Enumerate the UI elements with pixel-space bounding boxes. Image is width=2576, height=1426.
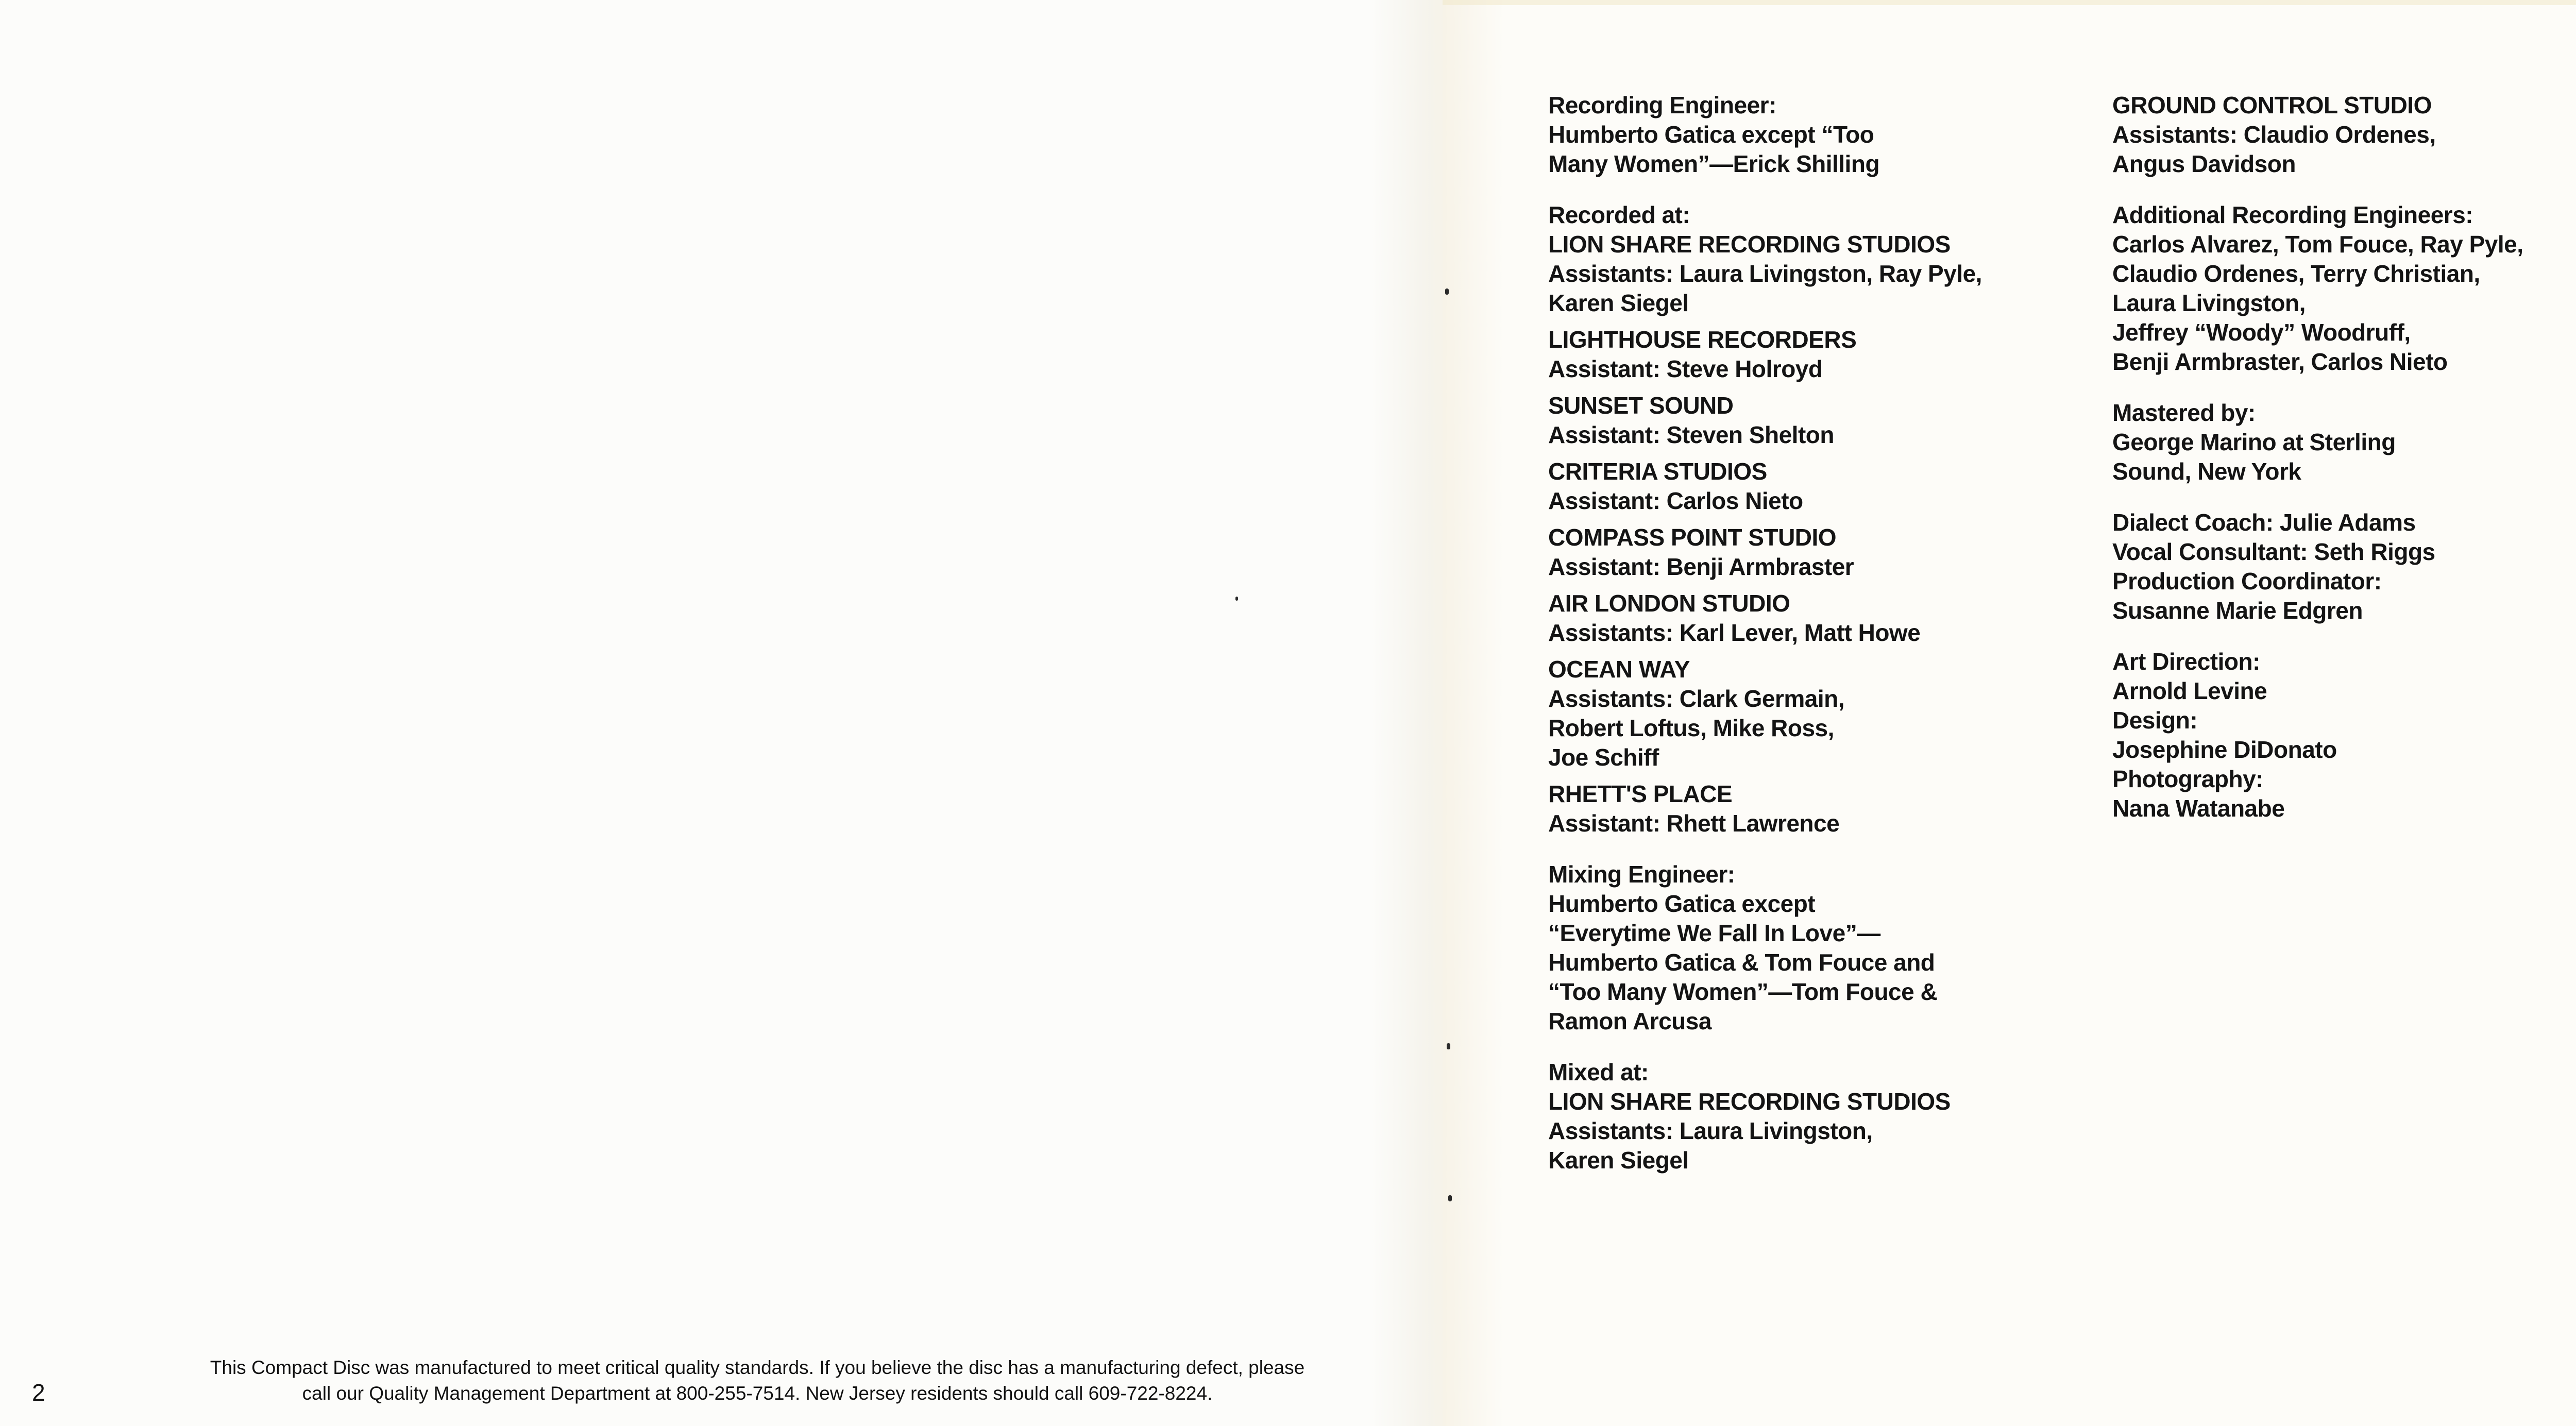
credit-line: Susanne Marie Edgren [2112,597,2363,624]
credit-block [1548,200,2043,318]
credit-line: RHETT'S PLACE [1548,780,1733,807]
credit-line: “Everytime We Fall In Love”— [1548,920,1880,946]
print-speck [1445,288,1449,295]
credit-block [1548,860,2043,1036]
credit-line: Production Coordinator: [2112,568,2382,595]
credit-block [1548,589,2043,648]
credits-column-1 [1548,91,2043,1182]
credit-line: Robert Loftus, Mike Ross, [1548,715,1834,741]
credit-line: Angus Davidson [2112,150,2296,177]
quality-notice-line: This Compact Disc was manufactured to meet critical quality standards. If you believe the disc has a manufacturing defect, please [210,1357,1305,1378]
credit-block [1548,391,2043,450]
credit-line: Many Women”—Erick Shilling [1548,150,1880,177]
credit-line: Assistants: Clark Germain, [1548,685,1845,712]
credit-line: Josephine DiDonato [2112,736,2337,763]
credit-line: LION SHARE RECORDING STUDIOS [1548,1088,1951,1115]
credit-line: Photography: [2112,766,2263,792]
credit-line: Assistant: Steven Shelton [1548,421,1834,448]
credit-block [1548,457,2043,516]
credit-line: Humberto Gatica except “Too [1548,121,1874,148]
credit-line: George Marino at Sterling [2112,429,2396,455]
credit-line: Humberto Gatica & Tom Fouce and [1548,949,1935,976]
credit-block [2112,508,2576,625]
credit-line: Jeffrey “Woody” Woodruff, [2112,319,2411,346]
credit-line: Benji Armbraster, Carlos Nieto [2112,348,2448,375]
credit-line: Assistant: Rhett Lawrence [1548,810,1840,837]
credit-line: Assistant: Benji Armbraster [1548,553,1854,580]
credit-line: OCEAN WAY [1548,656,1690,683]
credit-line: Recording Engineer: [1548,92,1776,118]
page-number-left: 2 [32,1379,45,1406]
credit-line: Vocal Consultant: Seth Riggs [2112,538,2435,565]
credit-line: Assistants: Laura Livingston, Ray Pyle, [1548,260,1982,287]
credits-column-2 [2112,91,2576,830]
credit-line: Humberto Gatica except [1548,890,1816,917]
credit-line: GROUND CONTROL STUDIO [2112,92,2432,118]
quality-notice-line: call our Quality Management Department at 800-255-7514. New Jersey residents should call 609-722-8224. [302,1383,1213,1404]
credit-block [1548,779,2043,838]
credit-block [1548,325,2043,384]
credit-line: SUNSET SOUND [1548,392,1734,419]
credit-line: Dialect Coach: Julie Adams [2112,509,2416,536]
booklet-spine [1370,0,1504,1426]
credit-line: Design: [2112,707,2198,734]
credit-line: Mixing Engineer: [1548,861,1735,888]
credit-line: Carlos Alvarez, Tom Fouce, Ray Pyle, [2112,231,2523,258]
credit-line: COMPASS POINT STUDIO [1548,524,1837,551]
credit-line: Mixed at: [1548,1059,1649,1085]
credit-line: Arnold Levine [2112,677,2267,704]
credit-block [2112,647,2576,823]
credit-line: LIGHTHOUSE RECORDERS [1548,326,1857,353]
print-speck [1447,1043,1450,1049]
credit-line: Laura Livingston, [2112,290,2306,316]
credit-line: Recorded at: [1548,201,1690,228]
credit-line: Art Direction: [2112,648,2260,675]
print-speck [1448,1195,1452,1201]
credit-block [1548,655,2043,772]
credit-line: Claudio Ordenes, Terry Christian, [2112,260,2480,287]
quality-notice [118,1355,1396,1406]
print-speck [1235,597,1238,601]
credit-block [2112,91,2576,179]
credit-line: Assistants: Laura Livingston, [1548,1117,1873,1144]
credit-line: Sound, New York [2112,458,2301,485]
credit-line: Ramon Arcusa [1548,1008,1711,1034]
credit-block [1548,91,2043,179]
credit-line: AIR LONDON STUDIO [1548,590,1790,617]
credit-line: “Too Many Women”—Tom Fouce & [1548,978,1938,1005]
credit-line: Assistants: Karl Lever, Matt Howe [1548,619,1921,646]
credit-line: Assistant: Steve Holroyd [1548,355,1823,382]
credit-line: Assistant: Carlos Nieto [1548,487,1803,514]
credit-block [1548,1058,2043,1175]
credit-line: Assistants: Claudio Ordenes, [2112,121,2436,148]
credit-line: Mastered by: [2112,399,2256,426]
credit-line: Additional Recording Engineers: [2112,201,2473,228]
credit-block [2112,398,2576,486]
credit-block [1548,523,2043,582]
credit-line: Nana Watanabe [2112,795,2285,822]
credit-line: Karen Siegel [1548,290,1689,316]
credit-line: CRITERIA STUDIOS [1548,458,1767,485]
top-edge [1443,0,2576,5]
credit-line: Joe Schiff [1548,744,1659,771]
credit-block [2112,200,2576,377]
credit-line: LION SHARE RECORDING STUDIOS [1548,231,1951,258]
credit-line: Karen Siegel [1548,1147,1689,1174]
